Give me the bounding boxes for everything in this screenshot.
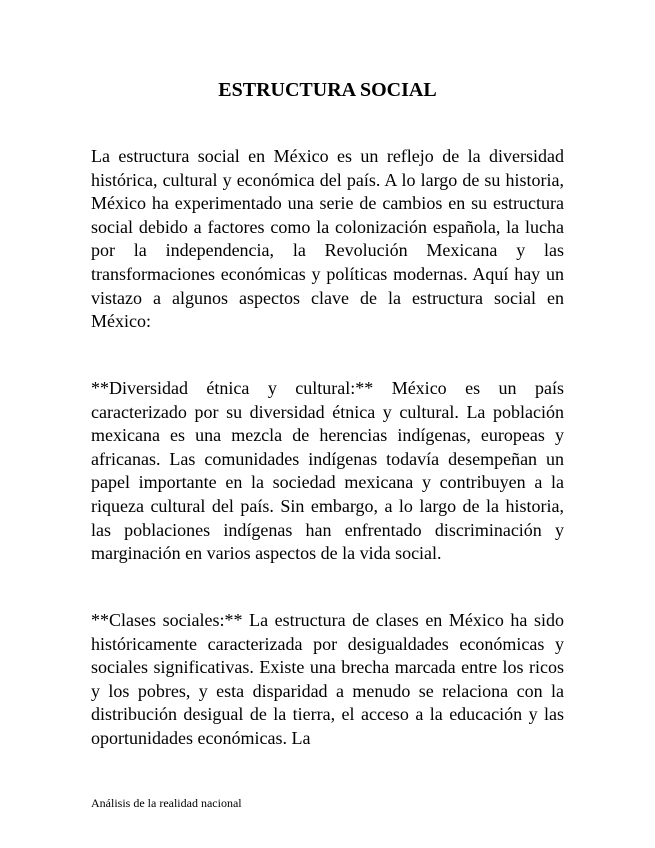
ethnic-diversity-paragraph: **Diversidad étnica y cultural:** México es un país caracterizado por su diversidad étnica y cultural. La población mexicana es una mezcla de herencias indígenas, europeas y africanas. Las comunidades indígenas todavía desempeñan un papel importante en la sociedad mexicana y contribuyen a la riqueza cultural del país. Sin embargo, a lo largo de la historia, las poblaciones indígenas han enfrentado discriminación y marginación en varios aspectos de la vida social.: [91, 378, 564, 564]
social-classes-paragraph: **Clases sociales:** La estructura de clases en México ha sido históricamente caracterizada por desigualdades económicas y sociales significativas. Existe una brecha marcada entre los ricos y los pobres, y esta disparidad a menudo se relaciona con la distribución desigual de la tierra, el acceso a la educación y las oportunidades económicas. La: [91, 610, 564, 748]
page-title: ESTRUCTURA SOCIAL: [218, 79, 437, 101]
intro-paragraph: La estructura social en México es un reflejo de la diversidad histórica, cultural y económica del país. A lo largo de su historia, México ha experimentado una serie de cambios en su estructura social debido a factores como la colonización española, la lucha por la independencia, la Revolución Mexicana y las transformaciones económicas y políticas modernas. Aquí hay un vistazo a algunos aspectos clave de la estructura social en México:: [91, 146, 564, 332]
page-footer: Análisis de la realidad nacional: [91, 796, 242, 810]
